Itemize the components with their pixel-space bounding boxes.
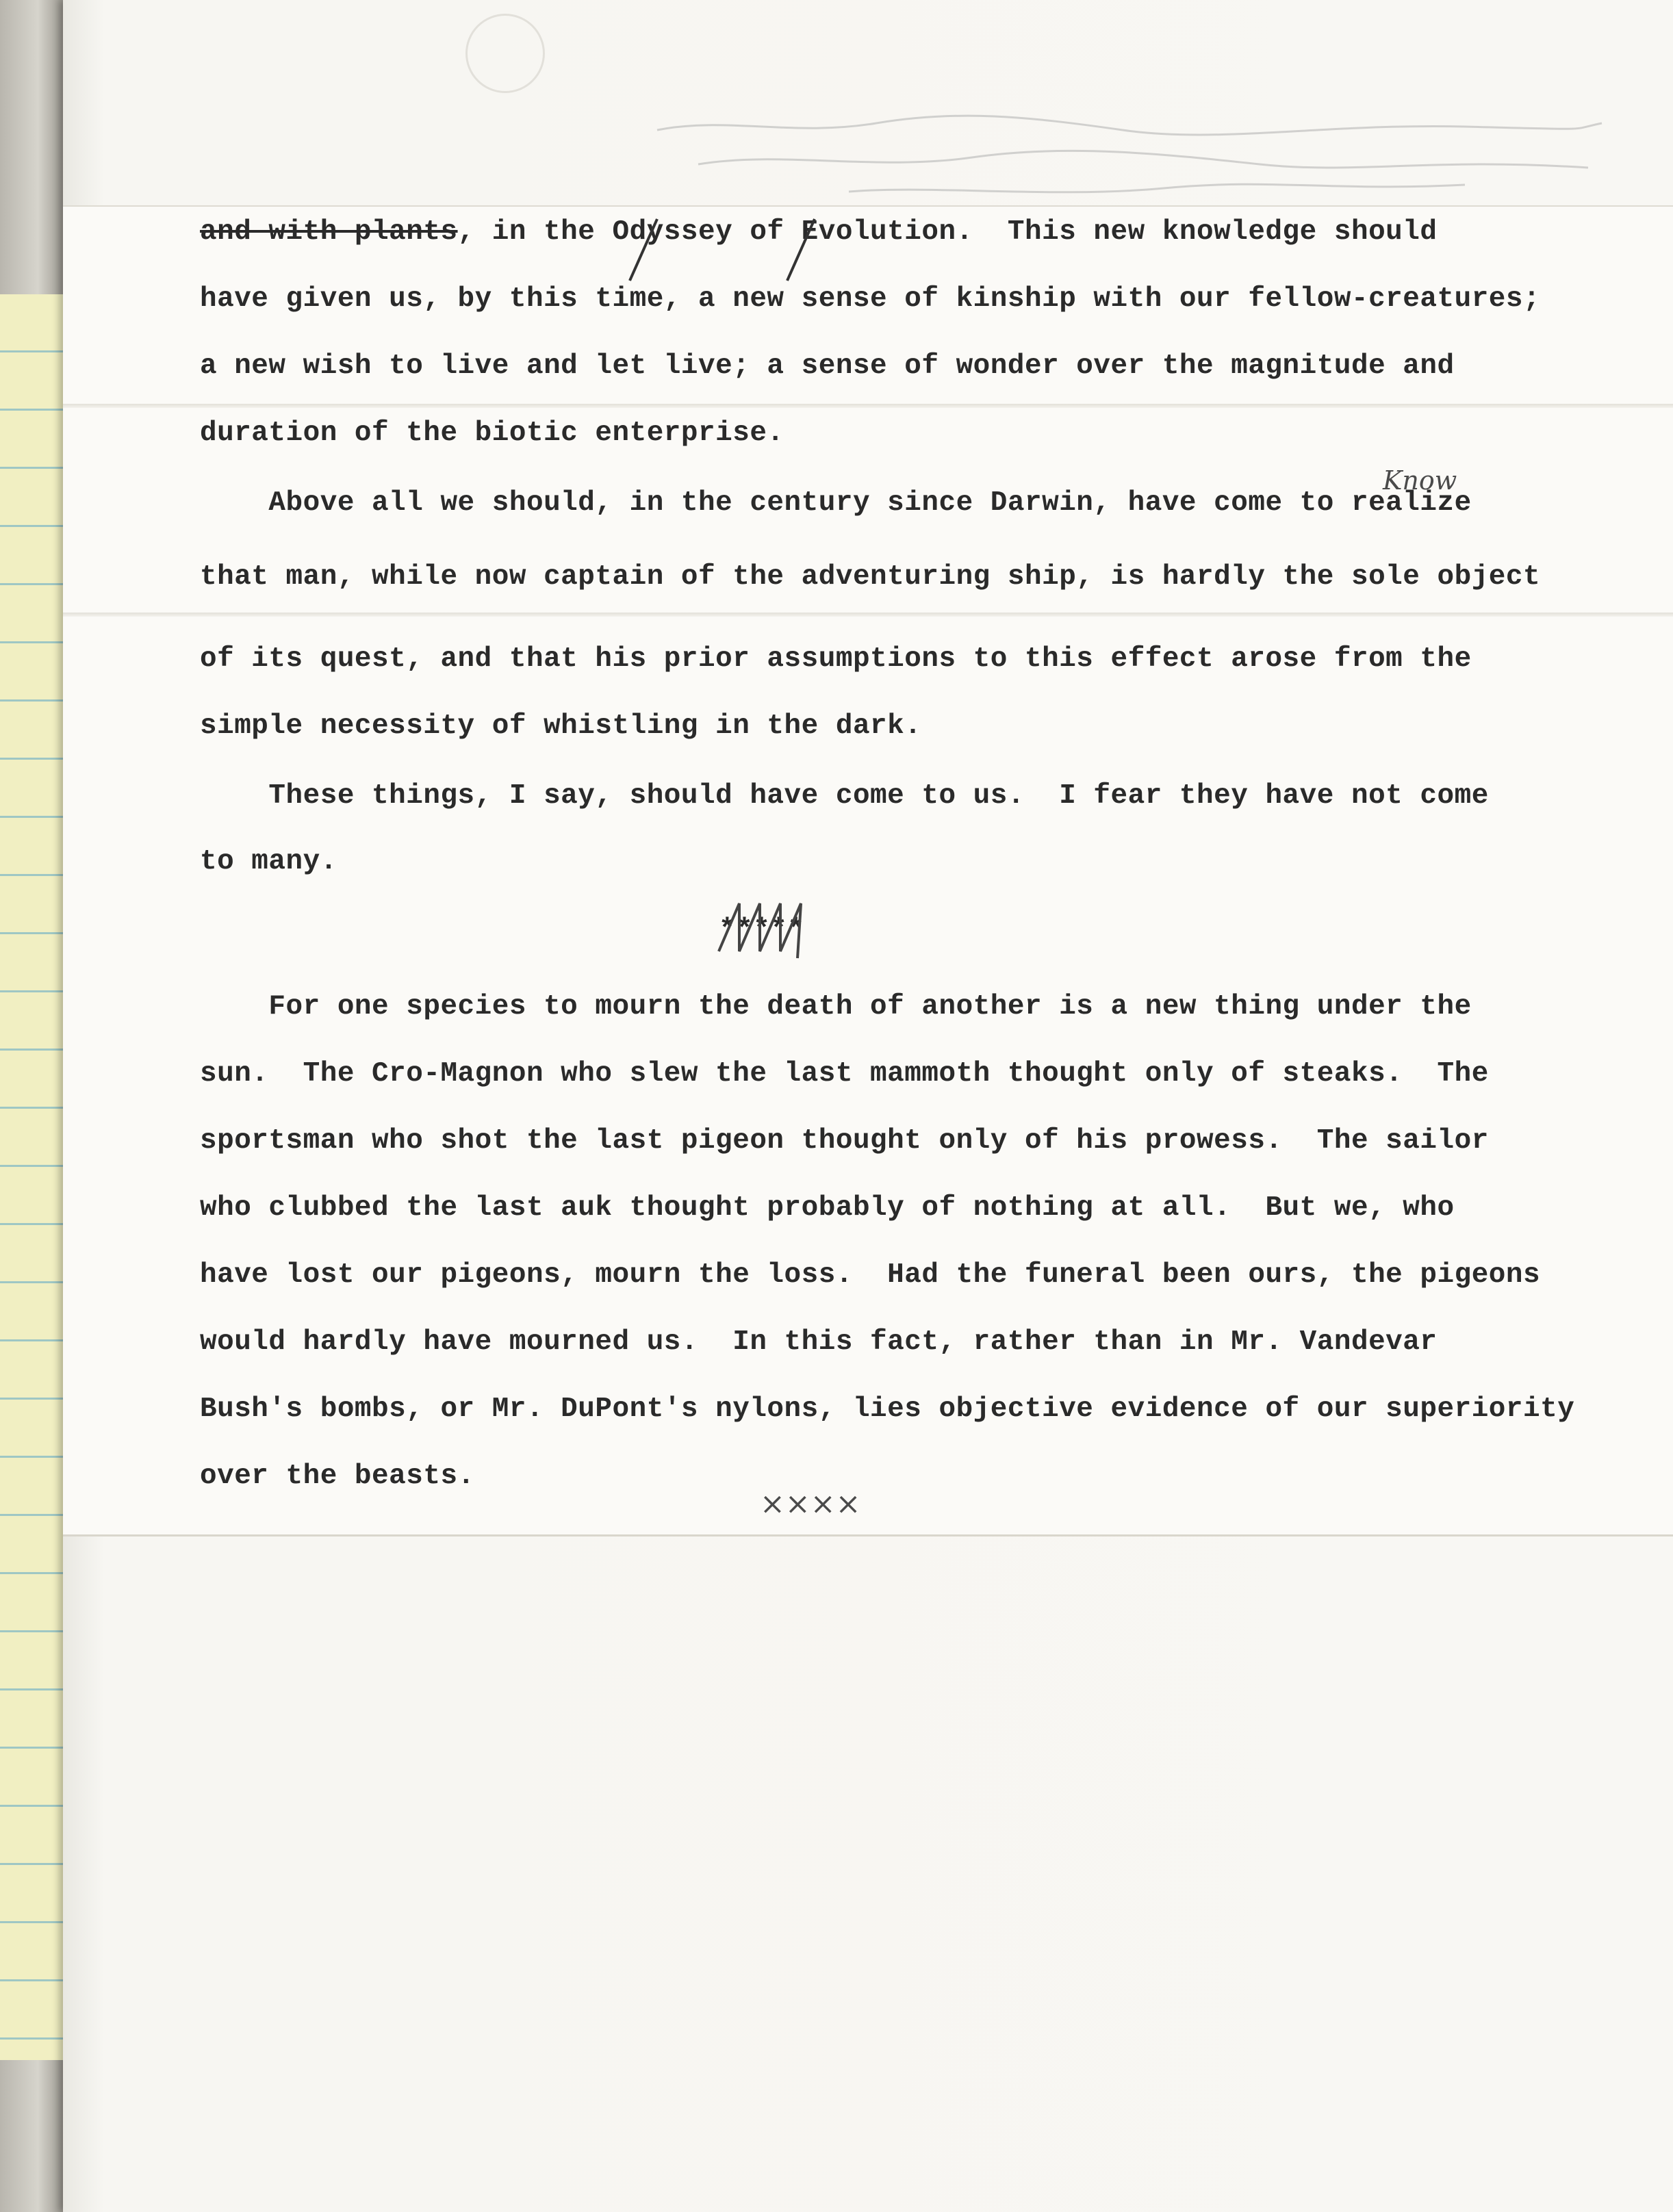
text-line-3: a new wish to live and let live; a sense of wonder over the magnitude and bbox=[200, 350, 1455, 382]
text-line-1: and with plants, in the Odyssey of Evolution. This new knowledge should bbox=[200, 216, 1438, 248]
handwritten-insertion: Know bbox=[1383, 465, 1457, 496]
text-line-12: sun. The Cro-Magnon who slew the last mammoth thought only of steaks. The bbox=[200, 1058, 1489, 1090]
section-divider-asterisks: ***** bbox=[719, 914, 805, 946]
notebook-sheet-edge bbox=[0, 294, 68, 2060]
text-line-14: who clubbed the last auk thought probably of nothing at all. But we, who bbox=[200, 1192, 1455, 1224]
text-line-5: Above all we should, in the century since Darwin, have come to realize bbox=[200, 487, 1472, 519]
text-line-15: have lost our pigeons, mourn the loss. Had the funeral been ours, the pigeons bbox=[200, 1259, 1541, 1291]
paper-seam bbox=[63, 404, 1673, 408]
text-line-11: For one species to mourn the death of another is a new thing under the bbox=[200, 991, 1472, 1023]
text-line-17: Bush's bombs, or Mr. DuPont's nylons, lies objective evidence of our superiority bbox=[200, 1393, 1575, 1425]
proofreading-slashes bbox=[602, 212, 821, 287]
paper-seam bbox=[63, 613, 1673, 617]
text-line-6: that man, while now captain of the adventuring ship, is hardly the sole object bbox=[200, 561, 1541, 593]
text-line-7: of its quest, and that his prior assumptions to this effect arose from the bbox=[200, 643, 1472, 675]
text-line-8: simple necessity of whistling in the dark. bbox=[200, 710, 922, 742]
pencil-scribble-over-asterisks bbox=[712, 890, 835, 972]
text-line-10: to many. bbox=[200, 846, 337, 877]
text-line-16: would hardly have mourned us. In this fact, rather than in Mr. Vandevar bbox=[200, 1326, 1438, 1358]
text-line-9: These things, I say, should have come to us. I fear they have not come bbox=[200, 780, 1489, 812]
text-line-4: duration of the biotic enterprise. bbox=[200, 417, 784, 449]
circled-page-number-mark bbox=[465, 14, 545, 93]
end-mark: ×××× bbox=[760, 1487, 861, 1521]
text-line-13: sportsman who shot the last pigeon thought only of his prowess. The sailor bbox=[200, 1125, 1489, 1157]
text-line-18: over the beasts. bbox=[200, 1461, 475, 1492]
text-line-2: have given us, by this time, a new sense of kinship with our fellow-creatures; bbox=[200, 283, 1541, 315]
faint-pencil-scribble bbox=[643, 89, 1615, 205]
